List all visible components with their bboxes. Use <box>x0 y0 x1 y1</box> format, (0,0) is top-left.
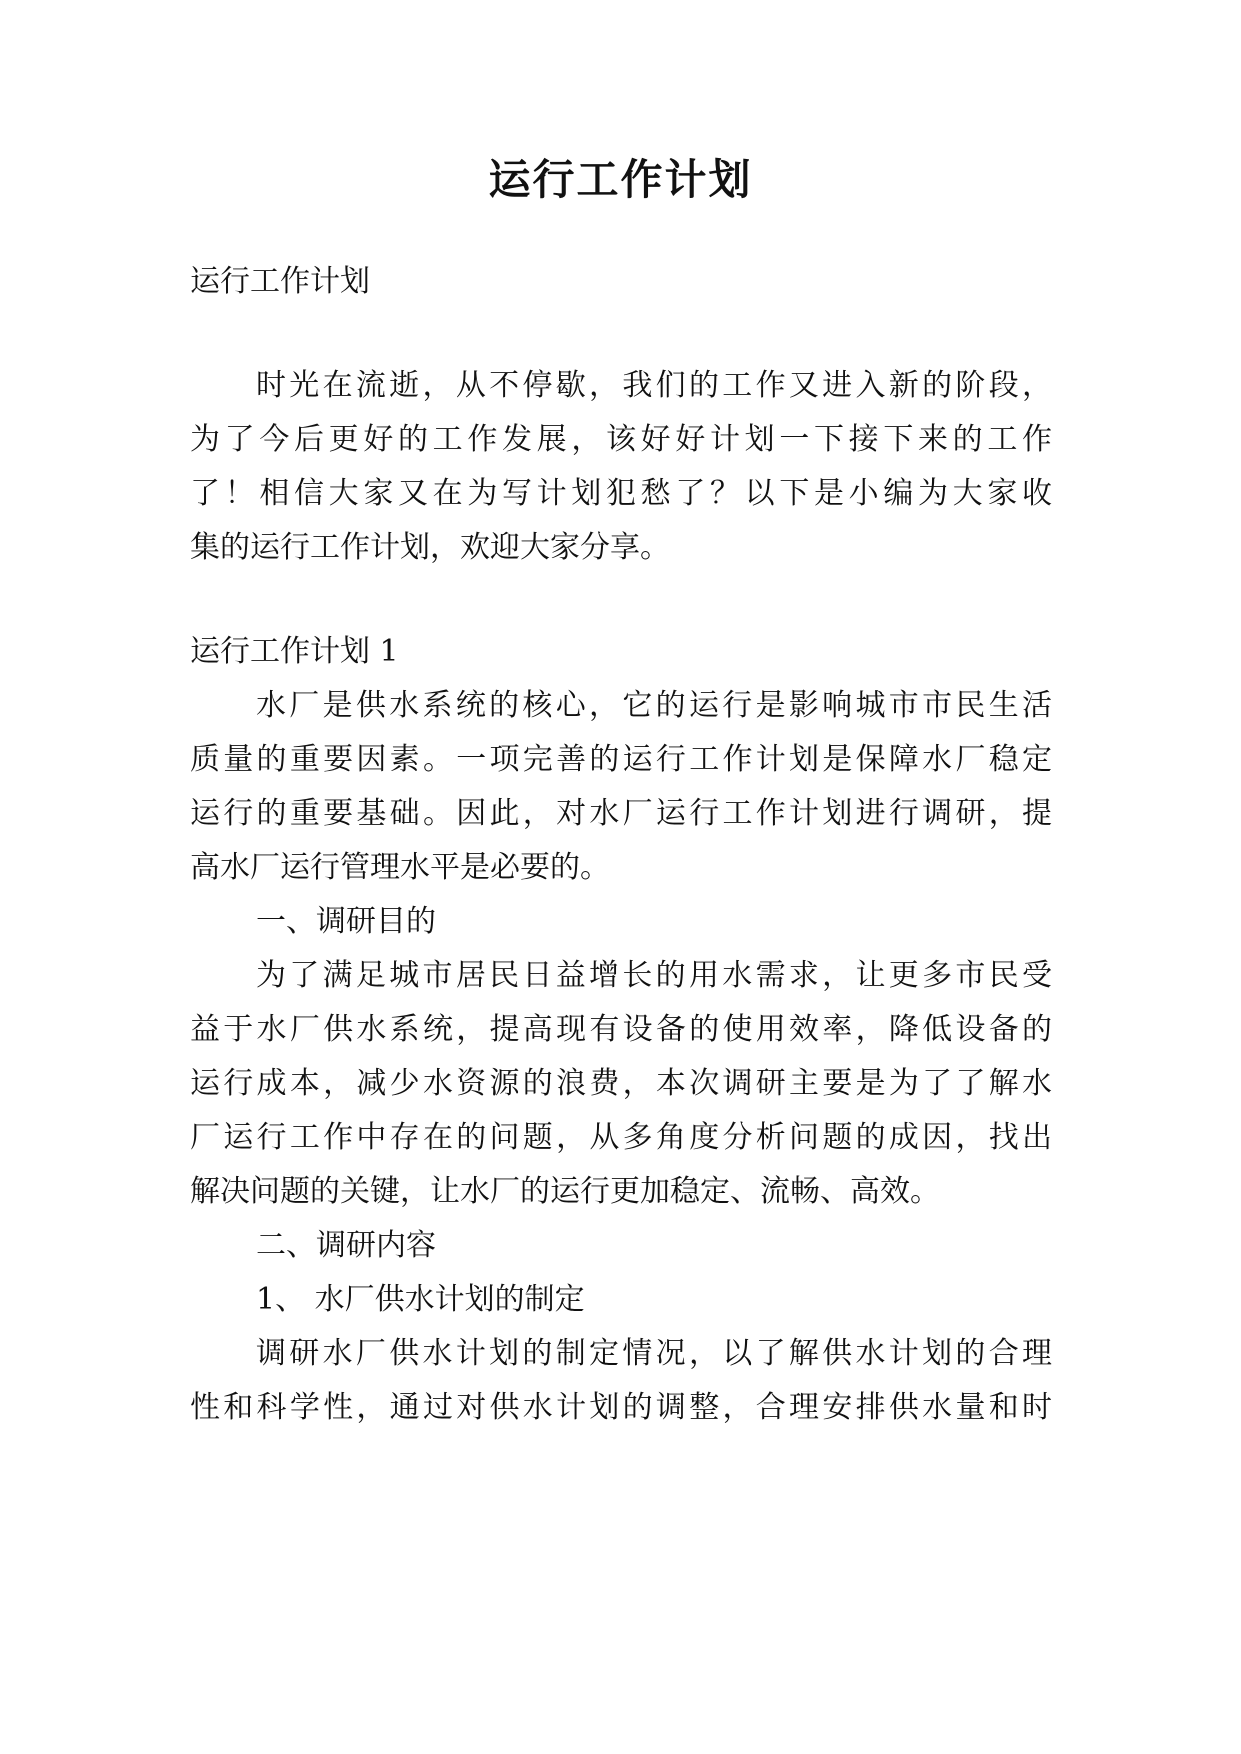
para1-line-3: 运行的重要基础。因此，对水厂运行工作计划进行调研，提 <box>190 796 1052 831</box>
subheading-purpose: 一、调研目的 <box>256 904 436 939</box>
para2-line-1: 为了满足城市居民日益增长的用水需求，让更多市民受 <box>256 958 1052 993</box>
intro-line-2: 为了今后更好的工作发展，该好好计划一下接下来的工作 <box>190 422 1052 457</box>
para2-line-3: 运行成本，减少水资源的浪费，本次调研主要是为了了解水 <box>190 1066 1052 1101</box>
subtitle-line: 运行工作计划 <box>190 264 370 299</box>
para1-line-4: 高水厂运行管理水平是必要的。 <box>190 850 610 885</box>
para3-line-1: 调研水厂供水计划的制定情况，以了解供水计划的合理 <box>256 1336 1052 1371</box>
section-heading-1: 运行工作计划 1 <box>190 634 399 669</box>
para2-line-2: 益于水厂供水系统，提高现有设备的使用效率，降低设备的 <box>190 1012 1052 1047</box>
para3-line-2: 性和科学性，通过对供水计划的调整，合理安排供水量和时 <box>190 1390 1052 1425</box>
para1-line-2: 质量的重要因素。一项完善的运行工作计划是保障水厂稳定 <box>190 742 1052 777</box>
para2-line-4: 厂运行工作中存在的问题，从多角度分析问题的成因，找出 <box>190 1120 1052 1155</box>
document-title: 运行工作计划 <box>488 155 753 204</box>
subheading-content: 二、调研内容 <box>256 1228 436 1263</box>
intro-line-1: 时光在流逝，从不停歇，我们的工作又进入新的阶段， <box>256 368 1052 403</box>
intro-line-4: 集的运行工作计划，欢迎大家分享。 <box>190 530 670 565</box>
item-1-heading: 1、 水厂供水计划的制定 <box>256 1282 585 1317</box>
intro-line-3: 了！相信大家又在为写计划犯愁了？以下是小编为大家收 <box>190 476 1052 511</box>
para1-line-1: 水厂是供水系统的核心，它的运行是影响城市市民生活 <box>256 688 1052 723</box>
para2-line-5: 解决问题的关键，让水厂的运行更加稳定、流畅、高效。 <box>190 1174 940 1209</box>
